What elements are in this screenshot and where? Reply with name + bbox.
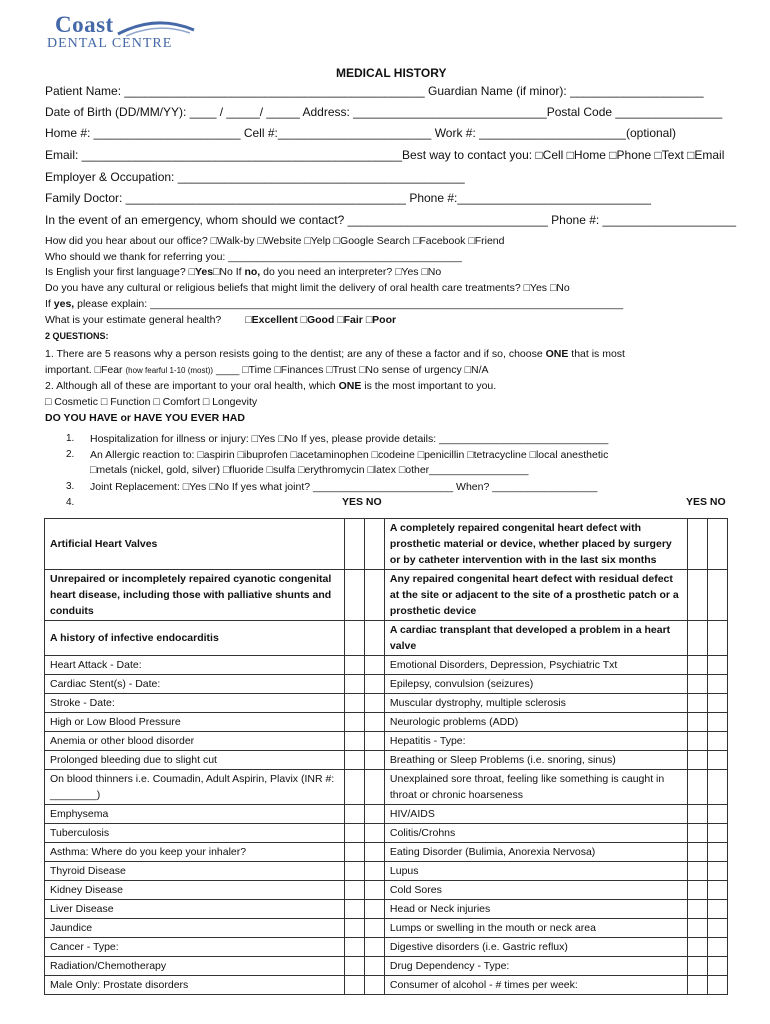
yes-checkbox[interactable]: [687, 805, 707, 824]
condition-label: A completely repaired congenital heart defect with prosthetic material or device, whether placed by surgery or by catheter intervention with in the last six months: [384, 519, 687, 570]
condition-label: Hepatitis - Type:: [384, 732, 687, 751]
table-row: [45, 976, 728, 995]
condition-label: Breathing or Sleep Problems (i.e. snoring, sinus): [384, 751, 687, 770]
yes-checkbox[interactable]: [687, 976, 707, 995]
no-checkbox[interactable]: [707, 713, 727, 732]
no-checkbox[interactable]: [707, 656, 727, 675]
cultural-beliefs-line[interactable]: Do you have any cultural or religious beliefs that might limit the delivery of oral health care treatments? □Yes □No: [45, 282, 570, 294]
yes-checkbox[interactable]: [344, 713, 364, 732]
condition-label: High or Low Blood Pressure: [45, 713, 345, 732]
logo-swoosh-icon: [116, 18, 196, 38]
yes-checkbox[interactable]: [687, 656, 707, 675]
emergency-contact-line[interactable]: In the event of an emergency, whom should we contact? ______________________________ Phone #: ____________________: [45, 213, 737, 227]
employer-line[interactable]: Employer & Occupation: ___________________________________________: [45, 170, 465, 184]
yes-checkbox[interactable]: [344, 570, 364, 621]
no-checkbox[interactable]: [364, 938, 384, 957]
yes-checkbox[interactable]: [344, 770, 364, 805]
yes-checkbox[interactable]: [687, 621, 707, 656]
no-checkbox[interactable]: [364, 751, 384, 770]
condition-label: Unrepaired or incompletely repaired cyanotic congenital heart disease, including those with palliative shunts and conduits: [45, 570, 345, 621]
no-checkbox[interactable]: [707, 570, 727, 621]
medical-conditions-table: [44, 518, 728, 995]
condition-label: Emotional Disorders, Depression, Psychiatric Txt: [384, 656, 687, 675]
yes-checkbox[interactable]: [687, 881, 707, 900]
yes-checkbox[interactable]: [687, 694, 707, 713]
condition-label: Liver Disease: [45, 900, 345, 919]
no-checkbox[interactable]: [707, 694, 727, 713]
table-row: [45, 919, 728, 938]
yes-checkbox[interactable]: [344, 976, 364, 995]
condition-label: Cold Sores: [384, 881, 687, 900]
family-doctor-line[interactable]: Family Doctor: __________________________________________ Phone #:_____________________________: [45, 191, 651, 205]
no-checkbox[interactable]: [364, 770, 384, 805]
no-checkbox[interactable]: [364, 656, 384, 675]
hospitalization-item[interactable]: Hospitalization for illness or injury: □Yes □No If yes, please provide details: _____________________________: [90, 433, 609, 445]
dob-address-line[interactable]: Date of Birth (DD/MM/YY): ____ / _____/ _____ Address: _____________________________Postal Code ________________: [45, 105, 723, 119]
no-checkbox[interactable]: [364, 881, 384, 900]
yes-no-header-right: YES NO: [686, 496, 726, 508]
condition-label: Drug Dependency - Type:: [384, 957, 687, 976]
no-checkbox[interactable]: [364, 621, 384, 656]
table-row: [45, 675, 728, 694]
no-checkbox[interactable]: [364, 843, 384, 862]
allergy-item-cont[interactable]: □metals (nickel, gold, silver) □fluoride □sulfa □erythromycin □latex □other_________________: [90, 464, 529, 476]
table-row: [45, 621, 728, 656]
no-checkbox[interactable]: [364, 675, 384, 694]
table-row: [45, 900, 728, 919]
yes-checkbox[interactable]: [344, 881, 364, 900]
no-checkbox[interactable]: [364, 824, 384, 843]
no-checkbox[interactable]: [364, 919, 384, 938]
yes-checkbox[interactable]: [687, 919, 707, 938]
no-checkbox[interactable]: [364, 570, 384, 621]
logo-coast: Coast: [55, 12, 114, 37]
referral-source-line[interactable]: How did you hear about our office? □Walk-by □Website □Yelp □Google Search □Facebook □Friend: [45, 235, 505, 247]
phone-numbers-line[interactable]: Home #: ______________________ Cell #:_______________________ Work #: ______________________(optional): [45, 126, 676, 140]
yes-checkbox[interactable]: [344, 957, 364, 976]
list-number: 3.: [66, 481, 75, 492]
condition-label: Any repaired congenital heart defect with residual defect at the site or adjacent to the site of a prosthetic patch or a prosthetic device: [384, 570, 687, 621]
condition-label: Emphysema: [45, 805, 345, 824]
yes-checkbox[interactable]: [687, 570, 707, 621]
condition-label: HIV/AIDS: [384, 805, 687, 824]
no-checkbox[interactable]: [707, 675, 727, 694]
condition-label: Lupus: [384, 862, 687, 881]
do-you-have-heading: DO YOU HAVE or HAVE YOU EVER HAD: [45, 412, 245, 424]
table-row: [45, 805, 728, 824]
condition-label: Neurologic problems (ADD): [384, 713, 687, 732]
no-checkbox[interactable]: [364, 900, 384, 919]
table-row: [45, 843, 728, 862]
condition-label: Heart Attack - Date:: [45, 656, 345, 675]
page-title: MEDICAL HISTORY: [336, 66, 447, 80]
no-checkbox[interactable]: [364, 957, 384, 976]
email-line[interactable]: Email: ________________________________________________Best way to contact you: □Cell □Home □Phone □Text □Email: [45, 148, 725, 162]
yes-checkbox[interactable]: [344, 862, 364, 881]
table-row: [45, 694, 728, 713]
two-questions-heading: 2 QUESTIONS:: [45, 331, 109, 341]
no-checkbox[interactable]: [364, 713, 384, 732]
yes-checkbox[interactable]: [687, 519, 707, 570]
condition-label: Lumps or swelling in the mouth or neck area: [384, 919, 687, 938]
yes-checkbox[interactable]: [344, 732, 364, 751]
condition-label: Digestive disorders (i.e. Gastric reflux): [384, 938, 687, 957]
condition-label: Epilepsy, convulsion (seizures): [384, 675, 687, 694]
no-checkbox[interactable]: [707, 938, 727, 957]
yes-checkbox[interactable]: [687, 900, 707, 919]
no-checkbox[interactable]: [364, 519, 384, 570]
yes-checkbox[interactable]: [344, 900, 364, 919]
referral-thanks-line[interactable]: Who should we thank for referring you: ________________________________________: [45, 251, 462, 263]
condition-label: Jaundice: [45, 919, 345, 938]
yes-checkbox[interactable]: [344, 919, 364, 938]
no-checkbox[interactable]: [364, 805, 384, 824]
no-checkbox[interactable]: [364, 862, 384, 881]
list-number: 1.: [66, 433, 75, 444]
condition-label: A cardiac transplant that developed a problem in a heart valve: [384, 621, 687, 656]
table-row: [45, 957, 728, 976]
yes-checkbox[interactable]: [687, 751, 707, 770]
no-checkbox[interactable]: [707, 881, 727, 900]
no-checkbox[interactable]: [707, 976, 727, 995]
no-checkbox[interactable]: [707, 919, 727, 938]
condition-label: Stroke - Date:: [45, 694, 345, 713]
explain-line[interactable]: If yes, please explain: _________________________________________________________________________________: [45, 298, 624, 310]
yes-checkbox[interactable]: [344, 656, 364, 675]
no-checkbox[interactable]: [364, 694, 384, 713]
yes-checkbox[interactable]: [687, 824, 707, 843]
condition-label: Unexplained sore throat, feeling like something is caught in throat or chronic hoarseness: [384, 770, 687, 805]
condition-label: On blood thinners i.e. Coumadin, Adult Aspirin, Plavix (INR #: ________): [45, 770, 345, 805]
no-checkbox[interactable]: [707, 862, 727, 881]
yes-checkbox[interactable]: [344, 938, 364, 957]
allergy-item[interactable]: An Allergic reaction to: □aspirin □ibuprofen □acetaminophen □codeine □penicillin □tetracycline □local anesthetic: [90, 449, 609, 461]
yes-checkbox[interactable]: [344, 519, 364, 570]
table-row: [45, 770, 728, 805]
yes-checkbox[interactable]: [687, 770, 707, 805]
yes-checkbox[interactable]: [687, 732, 707, 751]
yes-checkbox[interactable]: [344, 694, 364, 713]
condition-label: A history of infective endocarditis: [45, 621, 345, 656]
list-number: 2.: [66, 449, 75, 460]
condition-label: Anemia or other blood disorder: [45, 732, 345, 751]
no-checkbox[interactable]: [707, 621, 727, 656]
yes-checkbox[interactable]: [687, 957, 707, 976]
no-checkbox[interactable]: [707, 732, 727, 751]
condition-label: Colitis/Crohns: [384, 824, 687, 843]
condition-label: Prolonged bleeding due to slight cut: [45, 751, 345, 770]
table-row: [45, 519, 728, 570]
yes-checkbox[interactable]: [687, 843, 707, 862]
question-2-line: 2. Although all of these are important to your oral health, which ONE is the most important to you.: [45, 380, 497, 392]
english-language-line[interactable]: Is English your first language? □Yes□No If no, do you need an interpreter? □Yes □No: [45, 266, 442, 278]
condition-label: Muscular dystrophy, multiple sclerosis: [384, 694, 687, 713]
condition-label: Asthma: Where do you keep your inhaler?: [45, 843, 345, 862]
yes-checkbox[interactable]: [687, 862, 707, 881]
list-number: 4.: [66, 497, 75, 508]
yes-checkbox[interactable]: [344, 824, 364, 843]
logo-dental-centre: DENTAL CENTRE: [47, 36, 173, 51]
table-row: [45, 751, 728, 770]
condition-label: Tuberculosis: [45, 824, 345, 843]
no-checkbox[interactable]: [707, 900, 727, 919]
condition-label: Cancer - Type:: [45, 938, 345, 957]
joint-replacement-item[interactable]: Joint Replacement: □Yes □No If yes what joint? ________________________ When? __________________: [90, 481, 598, 493]
table-row: [45, 713, 728, 732]
yes-checkbox[interactable]: [344, 621, 364, 656]
condition-label: Kidney Disease: [45, 881, 345, 900]
no-checkbox[interactable]: [707, 843, 727, 862]
question-1-options[interactable]: important. □Fear (how fearful 1-10 (most)) ____ □Time □Finances □Trust □No sense of urgency □N/A: [45, 364, 489, 376]
table-row: [45, 881, 728, 900]
no-checkbox[interactable]: [707, 770, 727, 805]
condition-label: Consumer of alcohol - # times per week:: [384, 976, 687, 995]
question-2-options[interactable]: □ Cosmetic □ Function □ Comfort □ Longevity: [45, 396, 258, 408]
table-row: [45, 570, 728, 621]
no-checkbox[interactable]: [364, 732, 384, 751]
question-1-line: 1. There are 5 reasons why a person resists going to the dentist; are any of these a factor and if so, choose ONE that is most: [45, 348, 625, 360]
yes-checkbox[interactable]: [344, 751, 364, 770]
patient-name-line[interactable]: Patient Name: _____________________________________________ Guardian Name (if minor): ____________________: [45, 84, 704, 98]
yes-checkbox[interactable]: [687, 713, 707, 732]
table-row: [45, 824, 728, 843]
yes-checkbox[interactable]: [344, 843, 364, 862]
condition-label: Male Only: Prostate disorders: [45, 976, 345, 995]
condition-label: Eating Disorder (Bulimia, Anorexia Nervosa): [384, 843, 687, 862]
condition-label: Cardiac Stent(s) - Date:: [45, 675, 345, 694]
no-checkbox[interactable]: [707, 805, 727, 824]
yes-checkbox[interactable]: [687, 938, 707, 957]
condition-label: Thyroid Disease: [45, 862, 345, 881]
table-row: [45, 862, 728, 881]
condition-label: Artificial Heart Valves: [45, 519, 345, 570]
no-checkbox[interactable]: [707, 519, 727, 570]
no-checkbox[interactable]: [364, 976, 384, 995]
condition-label: Radiation/Chemotherapy: [45, 957, 345, 976]
no-checkbox[interactable]: [707, 824, 727, 843]
yes-checkbox[interactable]: [344, 805, 364, 824]
table-row: [45, 656, 728, 675]
table-row: [45, 938, 728, 957]
yes-checkbox[interactable]: [687, 675, 707, 694]
yes-checkbox[interactable]: [344, 675, 364, 694]
no-checkbox[interactable]: [707, 957, 727, 976]
condition-label: Head or Neck injuries: [384, 900, 687, 919]
table-row: [45, 732, 728, 751]
no-checkbox[interactable]: [707, 751, 727, 770]
yes-no-header-left: YES NO: [342, 496, 382, 508]
general-health-line[interactable]: What is your estimate general health? □Excellent □Good □Fair □Poor: [45, 314, 397, 326]
